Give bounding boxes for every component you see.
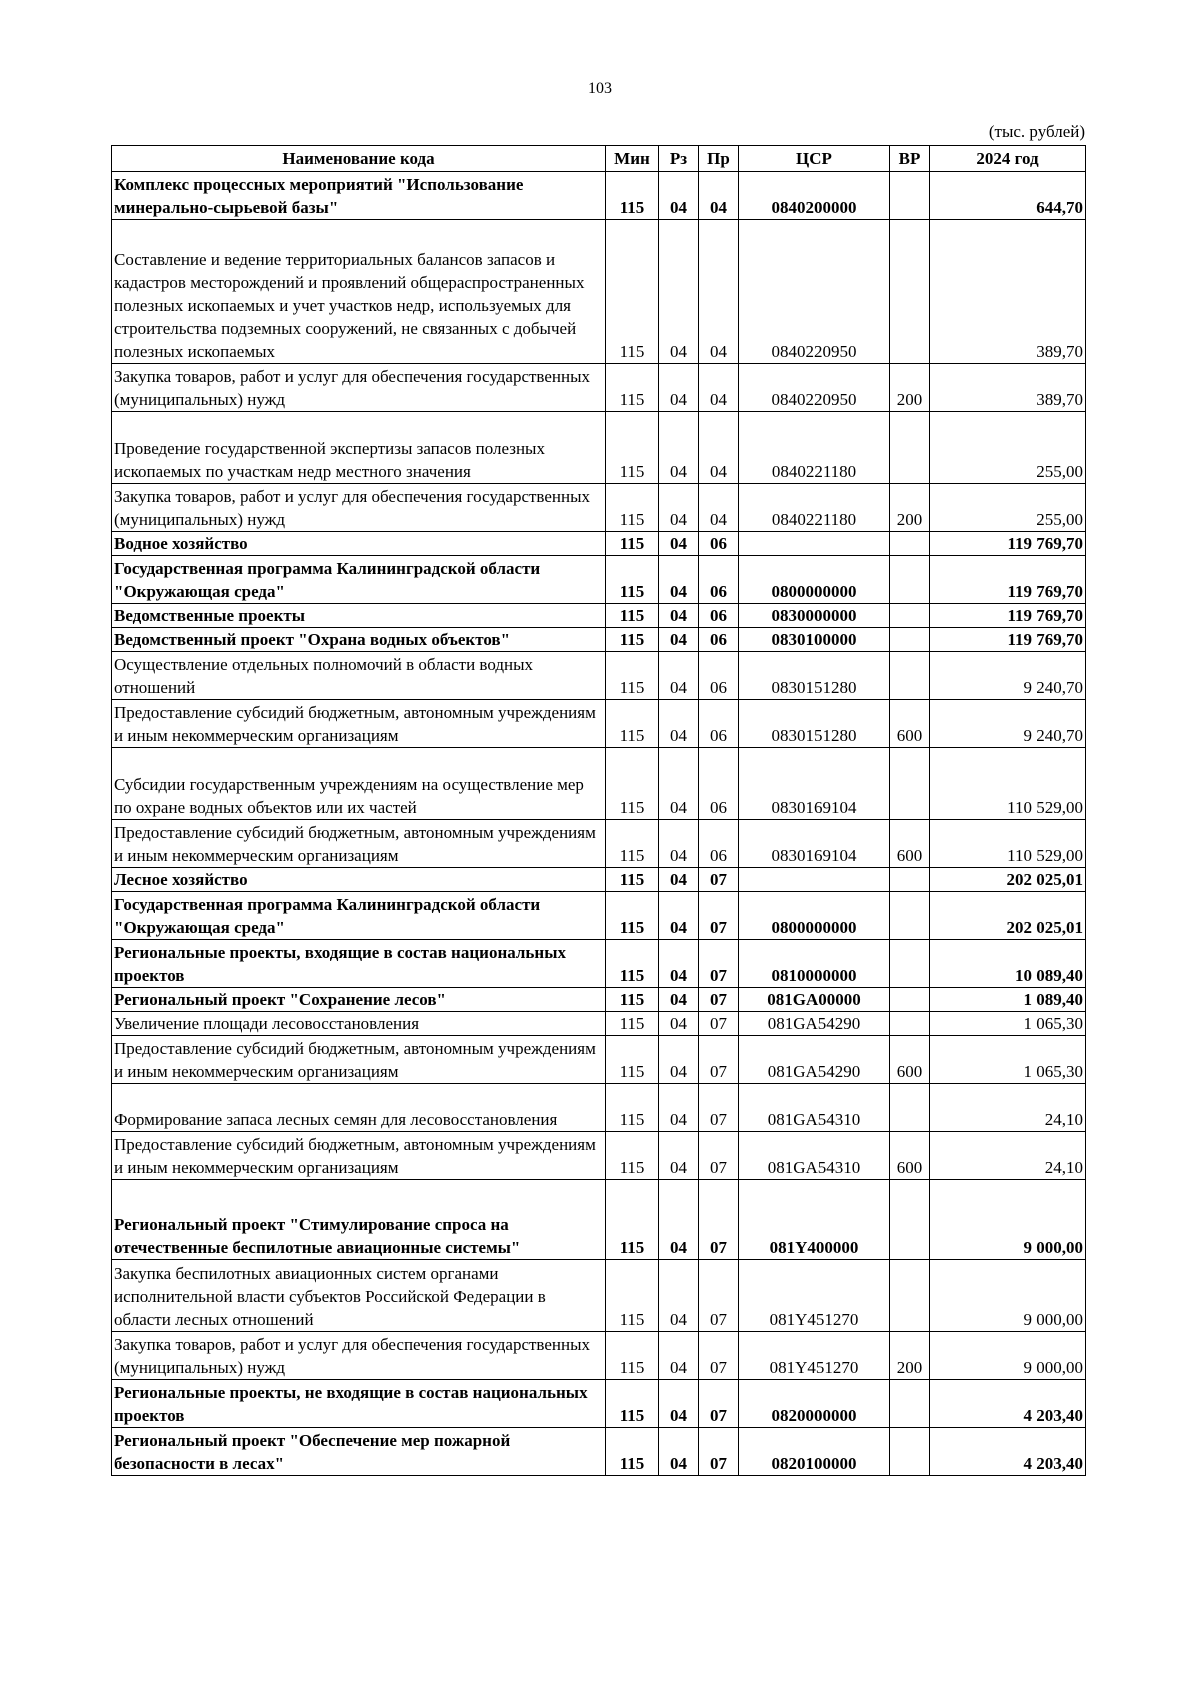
- row-pr-cell: 07: [699, 1084, 739, 1132]
- row-pr-cell: 06: [699, 604, 739, 628]
- row-min-cell: 115: [606, 220, 659, 364]
- row-rz-cell: 04: [659, 1132, 699, 1180]
- row-rz-cell: 04: [659, 484, 699, 532]
- row-csr-cell: 0830100000: [739, 628, 890, 652]
- row-rz-cell: 04: [659, 220, 699, 364]
- table-row: [112, 652, 1086, 700]
- row-vr-cell: 200: [890, 1332, 930, 1380]
- row-vr-cell: [890, 892, 930, 940]
- row-name-cell: Увеличение площади лесовосстановления: [112, 1012, 606, 1036]
- table-row: [112, 556, 1086, 604]
- table-row: [112, 892, 1086, 940]
- row-pr-cell: 06: [699, 652, 739, 700]
- row-name-cell: Предоставление субсидий бюджетным, автономным учреждениям и иным некоммерческим организациям: [112, 700, 606, 748]
- row-pr-cell: 04: [699, 412, 739, 484]
- row-pr-cell: 06: [699, 532, 739, 556]
- row-amount-cell: 24,10: [930, 1132, 1086, 1180]
- row-pr-cell: 04: [699, 172, 739, 220]
- row-min-cell: 115: [606, 1084, 659, 1132]
- row-rz-cell: 04: [659, 1012, 699, 1036]
- table-row: [112, 220, 1086, 364]
- row-amount-cell: 644,70: [930, 172, 1086, 220]
- row-vr-cell: 600: [890, 820, 930, 868]
- row-vr-cell: 600: [890, 1132, 930, 1180]
- row-amount-cell: 9 240,70: [930, 700, 1086, 748]
- row-amount-cell: 202 025,01: [930, 868, 1086, 892]
- row-rz-cell: 04: [659, 1260, 699, 1332]
- row-pr-cell: 07: [699, 1332, 739, 1380]
- row-pr-cell: 07: [699, 1036, 739, 1084]
- row-pr-cell: 07: [699, 1180, 739, 1260]
- row-vr-cell: [890, 988, 930, 1012]
- row-name-cell: Региональный проект "Обеспечение мер пожарной безопасности в лесах": [112, 1428, 606, 1476]
- row-amount-cell: 24,10: [930, 1084, 1086, 1132]
- row-name-cell: Закупка товаров, работ и услуг для обеспечения государственных (муниципальных) нужд: [112, 484, 606, 532]
- row-name-cell: Осуществление отдельных полномочий в области водных отношений: [112, 652, 606, 700]
- row-vr-cell: [890, 220, 930, 364]
- row-csr-cell: 081GA54310: [739, 1132, 890, 1180]
- row-min-cell: 115: [606, 1380, 659, 1428]
- row-min-cell: 115: [606, 556, 659, 604]
- row-amount-cell: 9 000,00: [930, 1332, 1086, 1380]
- row-csr-cell: 081Y451270: [739, 1332, 890, 1380]
- row-pr-cell: 07: [699, 988, 739, 1012]
- row-amount-cell: 110 529,00: [930, 820, 1086, 868]
- row-pr-cell: 04: [699, 220, 739, 364]
- row-name-cell: Лесное хозяйство: [112, 868, 606, 892]
- row-vr-cell: [890, 652, 930, 700]
- row-amount-cell: 4 203,40: [930, 1428, 1086, 1476]
- row-csr-cell: 081Y451270: [739, 1260, 890, 1332]
- table-row: [112, 700, 1086, 748]
- row-rz-cell: 04: [659, 652, 699, 700]
- row-amount-cell: 110 529,00: [930, 748, 1086, 820]
- row-vr-cell: 200: [890, 484, 930, 532]
- row-amount-cell: 9 000,00: [930, 1180, 1086, 1260]
- header-pr: Пр: [699, 146, 739, 172]
- table-row: [112, 748, 1086, 820]
- row-pr-cell: 07: [699, 1260, 739, 1332]
- row-amount-cell: 389,70: [930, 364, 1086, 412]
- row-csr-cell: 0820100000: [739, 1428, 890, 1476]
- row-amount-cell: 4 203,40: [930, 1380, 1086, 1428]
- row-rz-cell: 04: [659, 820, 699, 868]
- row-rz-cell: 04: [659, 940, 699, 988]
- row-pr-cell: 07: [699, 1380, 739, 1428]
- row-csr-cell: 0840220950: [739, 220, 890, 364]
- row-csr-cell: 0820000000: [739, 1380, 890, 1428]
- row-csr-cell: [739, 868, 890, 892]
- row-csr-cell: 0830169104: [739, 748, 890, 820]
- table-row: [112, 1428, 1086, 1476]
- row-min-cell: 115: [606, 1012, 659, 1036]
- header-year: 2024 год: [930, 146, 1086, 172]
- row-min-cell: 115: [606, 988, 659, 1012]
- row-name-cell: Предоставление субсидий бюджетным, автономным учреждениям и иным некоммерческим организациям: [112, 820, 606, 868]
- table-row: [112, 1380, 1086, 1428]
- row-pr-cell: 07: [699, 1132, 739, 1180]
- table-row: [112, 988, 1086, 1012]
- table-row: [112, 604, 1086, 628]
- row-min-cell: 115: [606, 700, 659, 748]
- row-rz-cell: 04: [659, 556, 699, 604]
- row-vr-cell: [890, 1428, 930, 1476]
- row-amount-cell: 119 769,70: [930, 556, 1086, 604]
- row-name-cell: Закупка товаров, работ и услуг для обеспечения государственных (муниципальных) нужд: [112, 364, 606, 412]
- row-name-cell: Проведение государственной экспертизы запасов полезных ископаемых по участкам недр местного значения: [112, 412, 606, 484]
- page-number: 103: [588, 80, 612, 97]
- row-vr-cell: [890, 532, 930, 556]
- row-vr-cell: [890, 1012, 930, 1036]
- row-pr-cell: 06: [699, 748, 739, 820]
- row-vr-cell: [890, 1084, 930, 1132]
- row-pr-cell: 06: [699, 556, 739, 604]
- row-rz-cell: 04: [659, 892, 699, 940]
- row-name-cell: Государственная программа Калининградской области "Окружающая среда": [112, 556, 606, 604]
- row-csr-cell: 0830151280: [739, 652, 890, 700]
- row-csr-cell: 0810000000: [739, 940, 890, 988]
- row-min-cell: 115: [606, 820, 659, 868]
- row-name-cell: Формирование запаса лесных семян для лесовосстановления: [112, 1084, 606, 1132]
- row-vr-cell: [890, 940, 930, 988]
- row-name-cell: Государственная программа Калининградской области "Окружающая среда": [112, 892, 606, 940]
- row-rz-cell: 04: [659, 700, 699, 748]
- row-rz-cell: 04: [659, 868, 699, 892]
- row-rz-cell: 04: [659, 412, 699, 484]
- row-amount-cell: 119 769,70: [930, 628, 1086, 652]
- header-min: Мин: [606, 146, 659, 172]
- budget-table: [111, 145, 1086, 1476]
- row-name-cell: Водное хозяйство: [112, 532, 606, 556]
- row-min-cell: 115: [606, 628, 659, 652]
- row-vr-cell: 600: [890, 700, 930, 748]
- row-name-cell: Региональный проект "Сохранение лесов": [112, 988, 606, 1012]
- table-row: [112, 484, 1086, 532]
- row-vr-cell: 200: [890, 364, 930, 412]
- row-amount-cell: 119 769,70: [930, 604, 1086, 628]
- row-vr-cell: [890, 868, 930, 892]
- row-rz-cell: 04: [659, 532, 699, 556]
- row-amount-cell: 9 240,70: [930, 652, 1086, 700]
- header-name: Наименование кода: [112, 146, 606, 172]
- table-row: [112, 1084, 1086, 1132]
- table-row: [112, 1332, 1086, 1380]
- table-row: [112, 172, 1086, 220]
- row-min-cell: 115: [606, 412, 659, 484]
- row-amount-cell: 119 769,70: [930, 532, 1086, 556]
- table-row: [112, 532, 1086, 556]
- table-row: [112, 868, 1086, 892]
- row-pr-cell: 06: [699, 628, 739, 652]
- row-pr-cell: 07: [699, 1428, 739, 1476]
- row-name-cell: Региональные проекты, не входящие в состав национальных проектов: [112, 1380, 606, 1428]
- row-rz-cell: 04: [659, 1180, 699, 1260]
- row-name-cell: Закупка беспилотных авиационных систем органами исполнительной власти субъектов Российской Федерации в области лесных отношений: [112, 1260, 606, 1332]
- header-rz: Рз: [659, 146, 699, 172]
- table-row: [112, 628, 1086, 652]
- row-amount-cell: 255,00: [930, 412, 1086, 484]
- row-pr-cell: 04: [699, 484, 739, 532]
- table-row: [112, 364, 1086, 412]
- row-csr-cell: 0800000000: [739, 556, 890, 604]
- row-vr-cell: [890, 1260, 930, 1332]
- row-min-cell: 115: [606, 1260, 659, 1332]
- row-min-cell: 115: [606, 532, 659, 556]
- row-min-cell: 115: [606, 868, 659, 892]
- row-name-cell: Региональные проекты, входящие в состав национальных проектов: [112, 940, 606, 988]
- row-pr-cell: 07: [699, 940, 739, 988]
- row-csr-cell: 081GA00000: [739, 988, 890, 1012]
- row-vr-cell: [890, 628, 930, 652]
- row-rz-cell: 04: [659, 628, 699, 652]
- row-amount-cell: 9 000,00: [930, 1260, 1086, 1332]
- row-csr-cell: 0830169104: [739, 820, 890, 868]
- row-min-cell: 115: [606, 1132, 659, 1180]
- row-vr-cell: [890, 556, 930, 604]
- row-pr-cell: 06: [699, 700, 739, 748]
- row-csr-cell: [739, 532, 890, 556]
- table-row: [112, 1012, 1086, 1036]
- row-vr-cell: [890, 1180, 930, 1260]
- row-name-cell: Ведомственный проект "Охрана водных объектов": [112, 628, 606, 652]
- row-rz-cell: 04: [659, 748, 699, 820]
- row-vr-cell: [890, 412, 930, 484]
- row-min-cell: 115: [606, 940, 659, 988]
- row-rz-cell: 04: [659, 1380, 699, 1428]
- row-csr-cell: 0840221180: [739, 412, 890, 484]
- row-amount-cell: 1 065,30: [930, 1012, 1086, 1036]
- row-name-cell: Предоставление субсидий бюджетным, автономным учреждениям и иным некоммерческим организациям: [112, 1132, 606, 1180]
- row-csr-cell: 0800000000: [739, 892, 890, 940]
- table-row: [112, 1132, 1086, 1180]
- row-min-cell: 115: [606, 604, 659, 628]
- row-amount-cell: 255,00: [930, 484, 1086, 532]
- table-row: [112, 1036, 1086, 1084]
- row-min-cell: 115: [606, 172, 659, 220]
- row-pr-cell: 04: [699, 364, 739, 412]
- row-vr-cell: [890, 748, 930, 820]
- row-rz-cell: 04: [659, 988, 699, 1012]
- row-name-cell: Закупка товаров, работ и услуг для обеспечения государственных (муниципальных) нужд: [112, 1332, 606, 1380]
- header-vr: ВР: [890, 146, 930, 172]
- row-min-cell: 115: [606, 1180, 659, 1260]
- row-min-cell: 115: [606, 892, 659, 940]
- table-row: [112, 412, 1086, 484]
- row-rz-cell: 04: [659, 1036, 699, 1084]
- row-rz-cell: 04: [659, 1084, 699, 1132]
- row-rz-cell: 04: [659, 1428, 699, 1476]
- row-amount-cell: 10 089,40: [930, 940, 1086, 988]
- row-csr-cell: 081Y400000: [739, 1180, 890, 1260]
- row-csr-cell: 081GA54290: [739, 1012, 890, 1036]
- row-vr-cell: [890, 604, 930, 628]
- row-csr-cell: 081GA54290: [739, 1036, 890, 1084]
- units-label: (тыс. рублей): [988, 122, 1085, 141]
- row-amount-cell: 202 025,01: [930, 892, 1086, 940]
- row-min-cell: 115: [606, 652, 659, 700]
- row-min-cell: 115: [606, 364, 659, 412]
- table-row: [112, 940, 1086, 988]
- row-name-cell: Субсидии государственным учреждениям на осуществление мер по охране водных объектов или их частей: [112, 748, 606, 820]
- row-csr-cell: 0840220950: [739, 364, 890, 412]
- table-body: [112, 172, 1086, 1476]
- row-amount-cell: 389,70: [930, 220, 1086, 364]
- row-pr-cell: 07: [699, 1012, 739, 1036]
- row-name-cell: Составление и ведение территориальных балансов запасов и кадастров месторождений и проявлений общераспространенных полезных ископаемых и учет участков недр, используемых для строительства подземных сооружений, не связанных с добычей полезных ископаемых: [112, 220, 606, 364]
- row-name-cell: Региональный проект "Стимулирование спроса на отечественные беспилотные авиационные системы": [112, 1180, 606, 1260]
- row-rz-cell: 04: [659, 1332, 699, 1380]
- row-amount-cell: 1 089,40: [930, 988, 1086, 1012]
- row-pr-cell: 06: [699, 820, 739, 868]
- row-csr-cell: 0830000000: [739, 604, 890, 628]
- row-min-cell: 115: [606, 1428, 659, 1476]
- row-vr-cell: [890, 172, 930, 220]
- row-rz-cell: 04: [659, 172, 699, 220]
- row-min-cell: 115: [606, 484, 659, 532]
- table-row: [112, 820, 1086, 868]
- row-csr-cell: 0840200000: [739, 172, 890, 220]
- row-csr-cell: 0840221180: [739, 484, 890, 532]
- row-name-cell: Ведомственные проекты: [112, 604, 606, 628]
- row-min-cell: 115: [606, 1036, 659, 1084]
- row-vr-cell: 600: [890, 1036, 930, 1084]
- table-header-row: [112, 146, 1086, 172]
- row-pr-cell: 07: [699, 892, 739, 940]
- row-name-cell: Предоставление субсидий бюджетным, автономным учреждениям и иным некоммерческим организациям: [112, 1036, 606, 1084]
- table-row: [112, 1180, 1086, 1260]
- row-rz-cell: 04: [659, 604, 699, 628]
- row-min-cell: 115: [606, 748, 659, 820]
- header-csr: ЦСР: [739, 146, 890, 172]
- row-amount-cell: 1 065,30: [930, 1036, 1086, 1084]
- row-name-cell: Комплекс процессных мероприятий "Использование минерально-сырьевой базы": [112, 172, 606, 220]
- row-pr-cell: 07: [699, 868, 739, 892]
- row-min-cell: 115: [606, 1332, 659, 1380]
- row-rz-cell: 04: [659, 364, 699, 412]
- row-csr-cell: 0830151280: [739, 700, 890, 748]
- row-csr-cell: 081GA54310: [739, 1084, 890, 1132]
- row-vr-cell: [890, 1380, 930, 1428]
- table-row: [112, 1260, 1086, 1332]
